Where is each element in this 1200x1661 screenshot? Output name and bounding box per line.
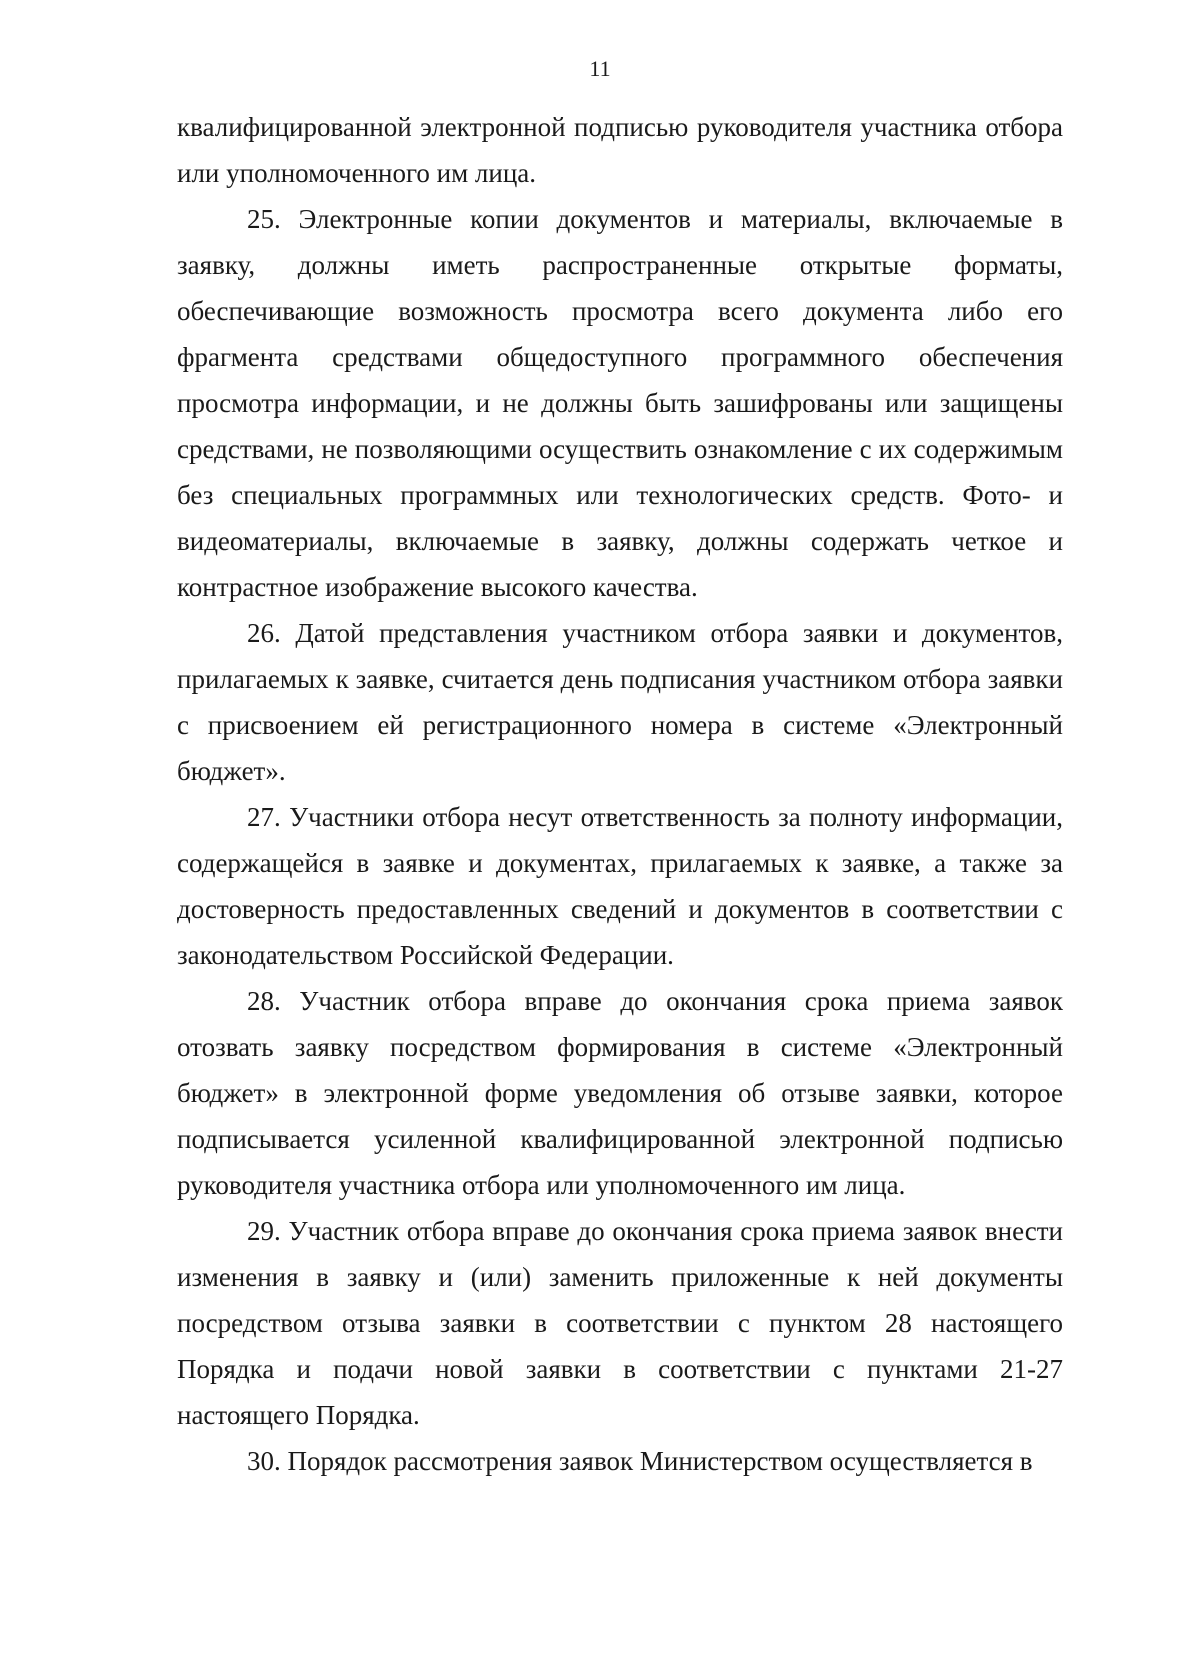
document-body [177,104,1063,1484]
paragraph-29: 29. Участник отбора вправе до окончания срока приема заявок внести изменения в заявку и (или) заменить приложенные к ней документы посредством отзыва заявки в соответствии с пунктом 28 настоящего Порядка и подачи новой заявки в соответствии с пунктами 21-27 настоящего Порядка. [177,1216,1063,1430]
paragraph-30: 30. Порядок рассмотрения заявок Министерством осуществляется в [247,1446,1033,1476]
paragraph-28: 28. Участник отбора вправе до окончания срока приема заявок отозвать заявку посредством формирования в системе «Электронный бюджет» в электронной форме уведомления об отзыве заявки, которое подписывается усиленной квалифицированной электронной подписью руководителя участника отбора или уполномоченного им лица. [177,986,1063,1200]
paragraph-27: 27. Участники отбора несут ответственность за полноту информации, содержащейся в заявке и документах, прилагаемых к заявке, а также за достоверность предоставленных сведений и документов в соответствии с законодательством Российской Федерации. [177,802,1063,970]
paragraph-25: 25. Электронные копии документов и материалы, включаемые в заявку, должны иметь распространенные открытые форматы, обеспечивающие возможность просмотра всего документа либо его фрагмента средствами общедоступного программного обеспечения просмотра информации, и не должны быть зашифрованы или защищены средствами, не позволяющими осуществить ознакомление с их содержимым без специальных программных или технологических средств. Фото- и видеоматериалы, включаемые в заявку, должны содержать четкое и контрастное изображение высокого качества. [177,204,1063,602]
paragraph-26: 26. Датой представления участником отбора заявки и документов, прилагаемых к заявке, считается день подписания участником отбора заявки с присвоением ей регистрационного номера в системе «Электронный бюджет». [177,618,1063,786]
paragraph-continuation: квалифицированной электронной подписью руководителя участника отбора или уполномоченного им лица. [177,112,1063,188]
page-number: 11 [589,56,611,81]
